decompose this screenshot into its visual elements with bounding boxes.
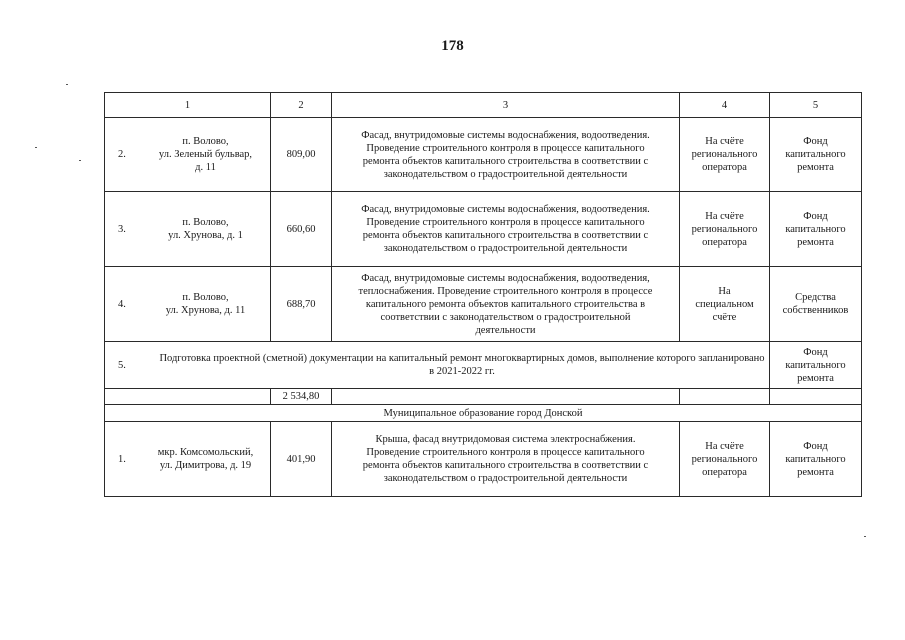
municipality-heading: Муниципальное образование город Донской bbox=[105, 405, 862, 422]
table-row bbox=[105, 118, 862, 192]
row-number: 4. bbox=[118, 298, 126, 310]
area-cell: 660,60 bbox=[271, 192, 332, 267]
funding-source-cell: Фонд капитального ремонта bbox=[770, 118, 862, 192]
table-row bbox=[105, 342, 862, 389]
account-cell: На специальном счёте bbox=[680, 267, 770, 342]
column-header: 2 bbox=[271, 93, 332, 118]
column-header: 5 bbox=[770, 93, 862, 118]
total-area: 2 534,80 bbox=[271, 389, 332, 405]
address-text: мкр. Комсомольский, ул. Димитрова, д. 19 bbox=[157, 447, 254, 471]
account-cell: На счёте регионального оператора bbox=[680, 422, 770, 497]
row-number: 5. bbox=[118, 359, 126, 371]
works-cell: Крыша, фасад внутридомовая система электроснабжения. Проведение строительного контроля в процессе капитального ремонта объектов капитального строительства в соответствии с законодательством о градостроительной деятельности bbox=[332, 422, 680, 497]
row-number: 2. bbox=[118, 149, 126, 160]
table-row bbox=[105, 422, 862, 497]
works-cell: Фасад, внутридомовые системы водоснабжения, водоотведения. Проведение строительного контроля в процессе капитального ремонта объектов капитального строительства в соответствии с законодательством о градостроительной деятельности bbox=[332, 118, 680, 192]
area-cell: 809,00 bbox=[271, 118, 332, 192]
area-cell: 688,70 bbox=[271, 267, 332, 342]
funding-source-cell: Фонд капитального ремонта bbox=[770, 422, 862, 497]
page-number: 178 bbox=[441, 38, 464, 54]
address-cell bbox=[105, 192, 271, 267]
account-cell: На счёте регионального оператора bbox=[680, 118, 770, 192]
funding-source-cell: Средства собственников bbox=[770, 267, 862, 342]
works-cell: Фасад, внутридомовые системы водоснабжения, водоотведения, теплоснабжения. Проведение строительного контроля в процессе капитального ремонта объектов капитального строительства в соответствии с законодательством о градостроительной деятельности bbox=[332, 267, 680, 342]
works-cell: Фасад, внутридомовые системы водоснабжения, водоотведения. Проведение строительного контроля в процессе капитального ремонта объектов капитального строительства в соответствии с законодательством о градостроительной деятельности bbox=[332, 192, 680, 267]
address-text: п. Волово, ул. Зеленый бульвар, д. 11 bbox=[158, 136, 253, 173]
scan-speck bbox=[66, 84, 68, 85]
table-row bbox=[105, 192, 862, 267]
address-text: п. Волово, ул. Хрунова, д. 11 bbox=[165, 292, 246, 316]
account-cell: На счёте регионального оператора bbox=[680, 192, 770, 267]
column-header: 3 bbox=[332, 93, 680, 118]
municipality-row bbox=[105, 405, 862, 422]
scan-speck bbox=[79, 160, 81, 161]
scan-speck bbox=[35, 147, 37, 148]
address-text: п. Волово, ул. Хрунова, д. 1 bbox=[168, 217, 243, 241]
area-cell: 401,90 bbox=[271, 422, 332, 497]
design-documentation-cell bbox=[105, 342, 770, 389]
column-header: 4 bbox=[680, 93, 770, 118]
scan-speck bbox=[864, 536, 866, 537]
address-cell bbox=[105, 118, 271, 192]
column-header: 1 bbox=[105, 93, 271, 118]
table-row bbox=[105, 267, 862, 342]
column-number-row bbox=[105, 93, 862, 118]
funding-source-cell: Фонд капитального ремонта bbox=[770, 192, 862, 267]
funding-source-cell: Фонд капитального ремонта bbox=[770, 342, 862, 389]
address-cell bbox=[105, 422, 271, 497]
row-number: 3. bbox=[118, 223, 126, 235]
row-number: 1. bbox=[118, 453, 126, 465]
repair-program-table bbox=[104, 92, 862, 497]
design-documentation-text: Подготовка проектной (сметной) документации на капитальный ремонт многоквартирных домов, выполнение которого запланировано в 2021-2022 гг. bbox=[159, 353, 765, 377]
address-cell bbox=[105, 267, 271, 342]
total-row bbox=[105, 389, 862, 405]
